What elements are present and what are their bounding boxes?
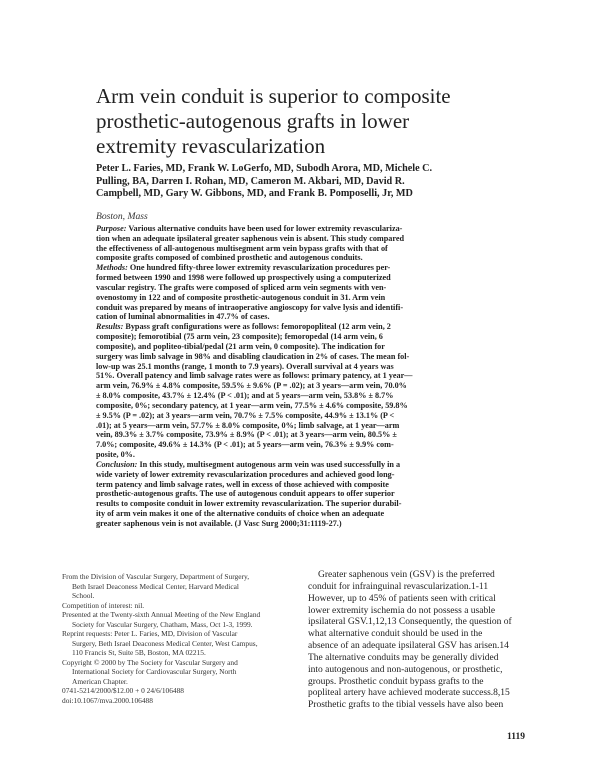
title-line: Arm vein conduit is superior to composite (96, 84, 451, 108)
methods-text: One hundred fifty-three lower extremity revascularization procedures per- (127, 263, 391, 273)
abstract-line: 51%. Overall patency and limb salvage rates were as follows: primary patency, at 1 year— (96, 371, 413, 381)
body-line: into autogenous and non-autogenous, or prosthetic, (308, 664, 503, 675)
abstract-line: formed between 1990 and 1998 were followed up prospectively using a computerized (96, 273, 391, 283)
body-line: Prosthetic grafts to the tibial vessels have also been (308, 700, 504, 711)
footnote-line: Competition of interest: nil. (62, 600, 145, 610)
abstract-line: posite, 0%. (96, 450, 135, 460)
methods-label: Methods: (96, 263, 128, 273)
footnote-line: Society for Vascular Surgery, Chatham, Mass, Oct 1-3, 1999. (72, 619, 253, 629)
abstract-results-line (96, 322, 532, 332)
abstract-line: composite); femorotibial (75 arm vein, 23 composite); femoropedal (14 arm vein, 6 (96, 332, 383, 342)
abstract-line: vein, 89.3% ± 3.7% composite, 73.9% ± 8.9% (P < .01); at 3 years—arm vein, 80.5% ± (96, 430, 397, 440)
body-line: groups. Prosthetic conduit bypass grafts to the (308, 676, 484, 687)
body-text (308, 570, 544, 712)
footnote-line: 0741-5214/2000/$12.00 + 0 24/6/106488 (62, 686, 185, 695)
purpose-rest (96, 234, 532, 263)
abstract-line: vascular registry. The grafts were composed of spliced arm vein segments with ven- (96, 282, 387, 292)
abstract-line: .01); at 5 years—arm vein, 57.7% ± 8.0% composite, 0%; limb salvage, at 1 year—arm (96, 420, 400, 430)
abstract-line: conduit was prepared by means of intraoperative angioscopy for valve lysis and identifi- (96, 302, 404, 312)
title-line: extremity revascularization (96, 134, 326, 158)
author-line: Campbell, MD, Gary W. Gibbons, MD, and Frank B. Pomposelli, Jr, MD (96, 188, 413, 200)
article-title (96, 84, 536, 159)
footnote-line: 110 Francis St, Suite 5B, Boston, MA 02215. (72, 648, 206, 657)
abstract-purpose-line (96, 224, 532, 234)
footnote-line: Copyright © 2000 by The Society for Vascular Surgery and (62, 657, 238, 667)
author-location: Boston, Mass (96, 211, 148, 222)
results-rest (96, 332, 532, 460)
abstract-line: cation of luminal abnormalities in 47.7% of cases. (96, 312, 270, 322)
footnote-line: Presented at the Twenty-sixth Annual Meeting of the New England (62, 610, 261, 619)
purpose-label: Purpose: (96, 224, 127, 233)
abstract-line: ovenostomy in 122 and of composite prosthetic-autogenous conduit in 31. Arm vein (96, 292, 386, 302)
results-text: Bypass graft configurations were as follows: femoropopliteal (12 arm vein, 2 (123, 322, 391, 332)
body-line: The alternative conduits may be generally divided (308, 652, 499, 663)
footnote-line: doi:10.1067/mva.2000.106488 (62, 695, 153, 705)
abstract-line: 7.0%; composite, 49.6% ± 14.3% (P < .01); at 5 years—arm vein, 76.3% ± 9.9% com- (96, 440, 394, 450)
body-line: absence of an adequate ipsilateral GSV has arisen.14 (308, 641, 509, 652)
abstract (96, 224, 532, 529)
methods-rest (96, 273, 532, 322)
abstract-conclusion-line (96, 460, 532, 470)
body-line: However, up to 45% of patients seen with critical (308, 593, 496, 604)
abstract-line: ± 9.5% (P = .02); at 3 years—arm vein, 70.7% ± 7.5% composite, 44.9% ± 13.1% (P < (96, 410, 395, 420)
abstract-line: greater saphenous vein is not available. (J Vasc Surg 2000;31:1119-27.) (96, 518, 342, 528)
abstract-line: ity of arm vein makes it one of the alternative conduits of choice when an adequate (96, 509, 385, 519)
footnote-line: Surgery, Beth Israel Deaconess Medical Center, West Campus, (72, 638, 258, 648)
abstract-line: prosthetic-autogenous grafts. The use of autogenous conduit appears to offer superior (96, 489, 395, 499)
author-list (96, 163, 536, 201)
conclusion-rest (96, 470, 532, 529)
results-label: Results: (96, 322, 124, 332)
abstract-line: term patency and limb salvage rates, well in excess of those achieved with composite (96, 479, 389, 489)
footnote-line: Beth Israel Deaconess Medical Center, Harvard Medical (72, 581, 239, 591)
author-line: Pulling, BA, Darren I. Rohan, MD, Cameron M. Akbari, MD, David R. (96, 175, 405, 187)
conclusion-label: Conclusion: (96, 459, 138, 469)
abstract-line: tion when an adequate ipsilateral greater saphenous vein is absent. This study compared (96, 233, 405, 243)
abstract-line: arm vein, 76.9% ± 4.8% composite, 59.5% ± 9.6% (P = .02); at 3 years—arm vein, 70.0% (96, 381, 407, 391)
footnote-line: International Society for Cardiovascular Surgery, North (72, 667, 237, 676)
body-line: what alternative conduit should be used in the (308, 629, 483, 640)
abstract-line: composite, 0%; secondary patency, at 1 year—arm vein, 77.5% ± 4.6% composite, 59.8% (96, 400, 408, 410)
abstract-line: results to composite conduit in lower extremity revascularization. The superior durabil- (96, 499, 402, 509)
abstract-line: composite), and popliteo-tibial/pedal (21 arm vein, 0 composite). The indication for (96, 341, 385, 351)
footnote-line: American Chapter. (72, 676, 128, 686)
abstract-methods-line (96, 263, 532, 273)
body-line: conduit for infrainguinal revascularization.1-11 (308, 581, 489, 592)
conclusion-text: In this study, multisegment autogenous arm vein was used successfully in a (137, 459, 401, 469)
page-number: 1119 (507, 732, 525, 742)
abstract-line: composite grafts composed of combined prosthetic and autogenous conduits. (96, 253, 363, 263)
abstract-line: wide variety of lower extremity revascularization procedures and achieved good long- (96, 469, 395, 479)
body-line: lower extremity ischemia do not possess a usable (308, 605, 496, 616)
footnotes (62, 572, 294, 705)
abstract-line: the effectiveness of all-autogenous multisegment arm vein bypass grafts with that of (96, 243, 388, 253)
body-line: popliteal artery have achieved moderate success.8,15 (308, 688, 510, 699)
abstract-line: low-up was 25.1 months (range, 1 month to 7.9 years). Overall survival at 4 years was (96, 361, 394, 371)
footnote-line: Reprint requests: Peter L. Faries, MD, Division of Vascular (62, 629, 238, 638)
purpose-text: Various alternative conduits have been used for lower extremity revasculariza- (126, 224, 403, 233)
body-line: Greater saphenous vein (GSV) is the preferred (318, 570, 495, 580)
abstract-line: ± 8.0% composite, 43.7% ± 12.4% (P < .01); and at 5 years—arm vein, 53.8% ± 8.7% (96, 391, 394, 401)
abstract-line: surgery was limb salvage in 98% and disabling claudication in 2% of cases. The mean fol- (96, 351, 410, 361)
body-line: ipsilateral GSV.1,12,13 Consequently, the question of (308, 617, 512, 628)
author-line: Peter L. Faries, MD, Frank W. LoGerfo, MD, Subodh Arora, MD, Michele C. (96, 163, 433, 174)
footnote-line: From the Division of Vascular Surgery, Department of Surgery, (62, 572, 250, 581)
footnote-line: School. (72, 591, 95, 600)
title-line: prosthetic-autogenous grafts in lower (96, 109, 410, 133)
